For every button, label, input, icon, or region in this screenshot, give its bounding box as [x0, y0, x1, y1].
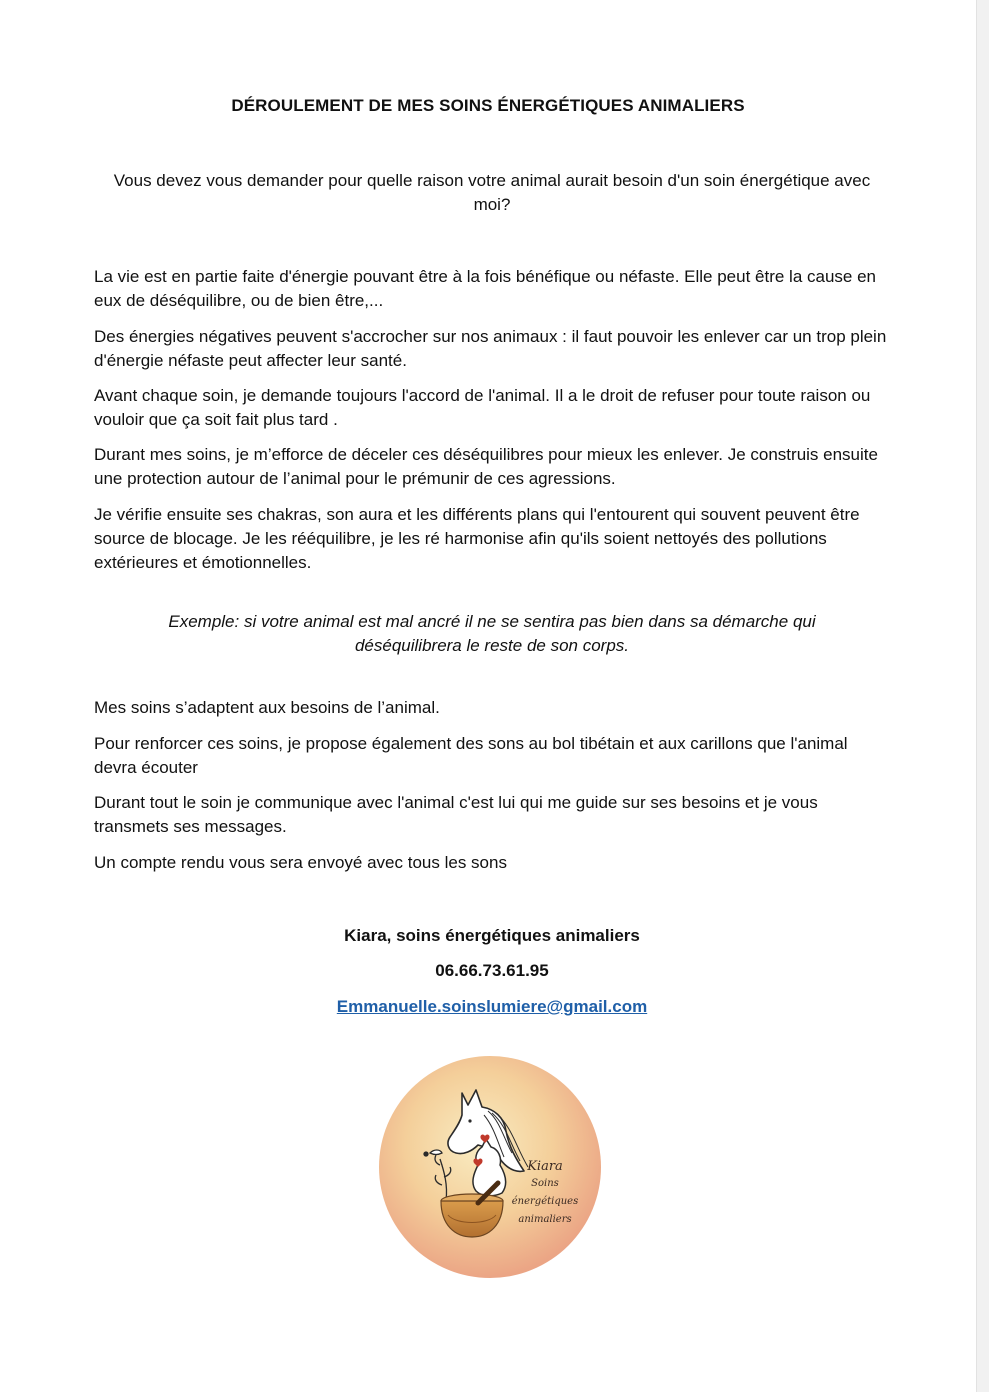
logo-text-line4: animaliers: [518, 1214, 572, 1225]
paragraph-8: Durant tout le soin je communique avec l'animal c'est lui qui me guide sur ses besoins et je vous transmets ses messages.: [94, 793, 818, 836]
signature-email-link[interactable]: Emmanuelle.soinslumiere@gmail.com: [336, 997, 648, 1016]
horse-eye: [468, 1119, 471, 1122]
paragraph-4: Durant mes soins, je m’efforce de déceler ces déséquilibres pour mieux les enlever. Je construis ensuite une protection autour de l’animal pour le prémunir de ces agressions.: [94, 445, 878, 488]
signature-phone: 06.66.73.61.95: [435, 961, 549, 980]
paragraph-3: Avant chaque soin, je demande toujours l'accord de l'animal. Il a le droit de refuser pour toute raison ou vouloir que ça soit fait plus tard .: [94, 386, 871, 429]
paragraph-6: Mes soins s’adaptent aux besoins de l’animal.: [94, 698, 440, 717]
logo-text-line3: énergétiques: [511, 1196, 579, 1207]
paragraph-1: La vie est en partie faite d'énergie pouvant être à la fois bénéfique ou néfaste. Elle peut être la cause en eux de déséquilibre, ou de bien être,...: [94, 267, 876, 310]
paragraph-9: Un compte rendu vous sera envoyé avec tous les sons: [94, 853, 507, 872]
logo-text-line2: Soins: [531, 1178, 559, 1189]
document-title: DÉROULEMENT DE MES SOINS ÉNERGÉTIQUES ANIMALIERS: [231, 96, 745, 115]
intro-question: Vous devez vous demander pour quelle raison votre animal aurait besoin d'un soin énergétique avec moi?: [113, 171, 871, 214]
logo-text-line1: Kiara: [527, 1159, 563, 1174]
example-note: Exemple: si votre animal est mal ancré il ne se sentira pas bien dans sa démarche qui déséquilibrera le reste de son corps.: [168, 612, 816, 655]
horse-cat-bowl-logo-icon: [378, 1055, 602, 1279]
paragraph-2: Des énergies négatives peuvent s'accrocher sur nos animaux : il faut pouvoir les enlever car un trop plein d'énergie néfaste peut affecter leur santé.: [94, 327, 887, 370]
paragraph-5: Je vérifie ensuite ses chakras, son aura et les différents plans qui l'entourent qui souvent peuvent être source de blocage. Je les rééquilibre, je les ré harmonise afin qu'ils soient nettoyés des pollutions extérieures et émotionnelles.: [94, 505, 860, 572]
paragraph-7: Pour renforcer ces soins, je propose également des sons au bol tibétain et aux carillons que l'animal devra écouter: [94, 734, 848, 777]
signature-name: Kiara, soins énergétiques animaliers: [344, 926, 640, 945]
